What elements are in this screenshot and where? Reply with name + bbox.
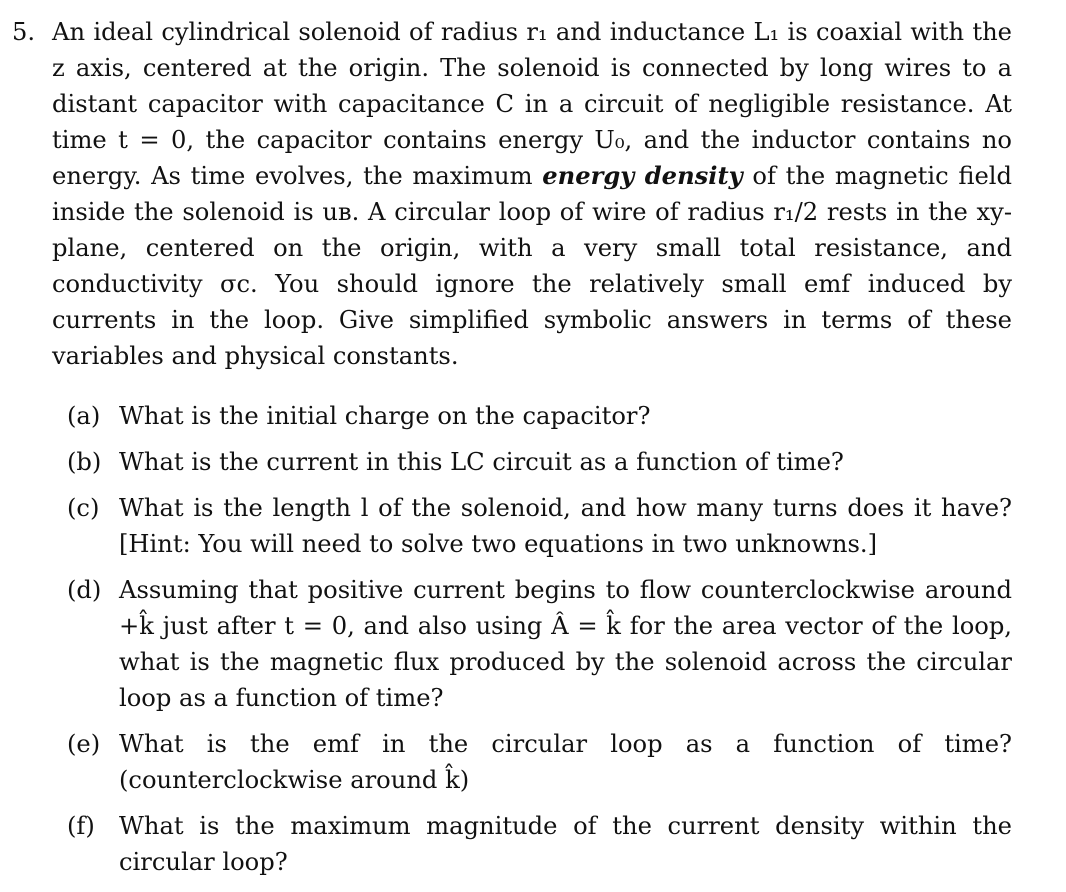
- part-label: (e): [67, 730, 101, 758]
- emphasis-text: energy density: [542, 161, 743, 190]
- part-label: (b): [67, 448, 102, 476]
- part-f: [67, 808, 1012, 880]
- part-text: What is the emf in the circular loop as a function of time? (counterclockwise around k̂): [119, 730, 1012, 794]
- part-label: (c): [67, 494, 100, 522]
- problem-statement: [12, 14, 1012, 374]
- part-a: [67, 398, 1012, 434]
- part-label: (f): [67, 812, 95, 840]
- problem-5: [12, 14, 1012, 890]
- part-text: What is the initial charge on the capacitor?: [119, 402, 651, 430]
- part-text: What is the maximum magnitude of the current density within the circular loop?: [119, 812, 1012, 876]
- part-b: [67, 444, 1012, 480]
- question-parts: [67, 398, 1012, 880]
- problem-number: 5.: [12, 18, 36, 46]
- part-text: What is the current in this LC circuit as a function of time?: [119, 448, 844, 476]
- part-d: [67, 572, 1012, 716]
- part-text: What is the length l of the solenoid, and how many turns does it have? [Hint: You will need to solve two equations in two unknowns.]: [119, 494, 1012, 558]
- part-c: [67, 490, 1012, 562]
- part-text: Assuming that positive current begins to flow counterclockwise around +k̂ just after t = 0, and also using Â = k̂ for the area vector of the loop, what is the magnetic flux produced by the solenoid across the circular loop as a function of time?: [119, 576, 1012, 712]
- intro-continuation: of the magnetic field inside the solenoid is uʙ. A circular loop of wire of radius r₁/2 rests in the xy-plane, centered on the origin, with a very small total resistance, and conductivity σc. You should ignore the relatively small emf induced by currents in the loop. Give simplified symbolic answers in terms of these variables and physical constants.: [52, 162, 1012, 370]
- part-label: (a): [67, 402, 101, 430]
- intro-text: An ideal cylindrical solenoid of radius r₁ and inductance L₁ is coaxial with the z axis, centered at the origin. The solenoid is connected by long wires to a distant capacitor with capacitance C in a circuit of negligible resistance. At time t = 0, the capacitor contains energy U₀, and the inductor contains no energy. As time evolves, the maximum: [52, 18, 1012, 190]
- part-e: [67, 726, 1012, 798]
- problem-intro: [52, 14, 1012, 374]
- part-label: (d): [67, 576, 102, 604]
